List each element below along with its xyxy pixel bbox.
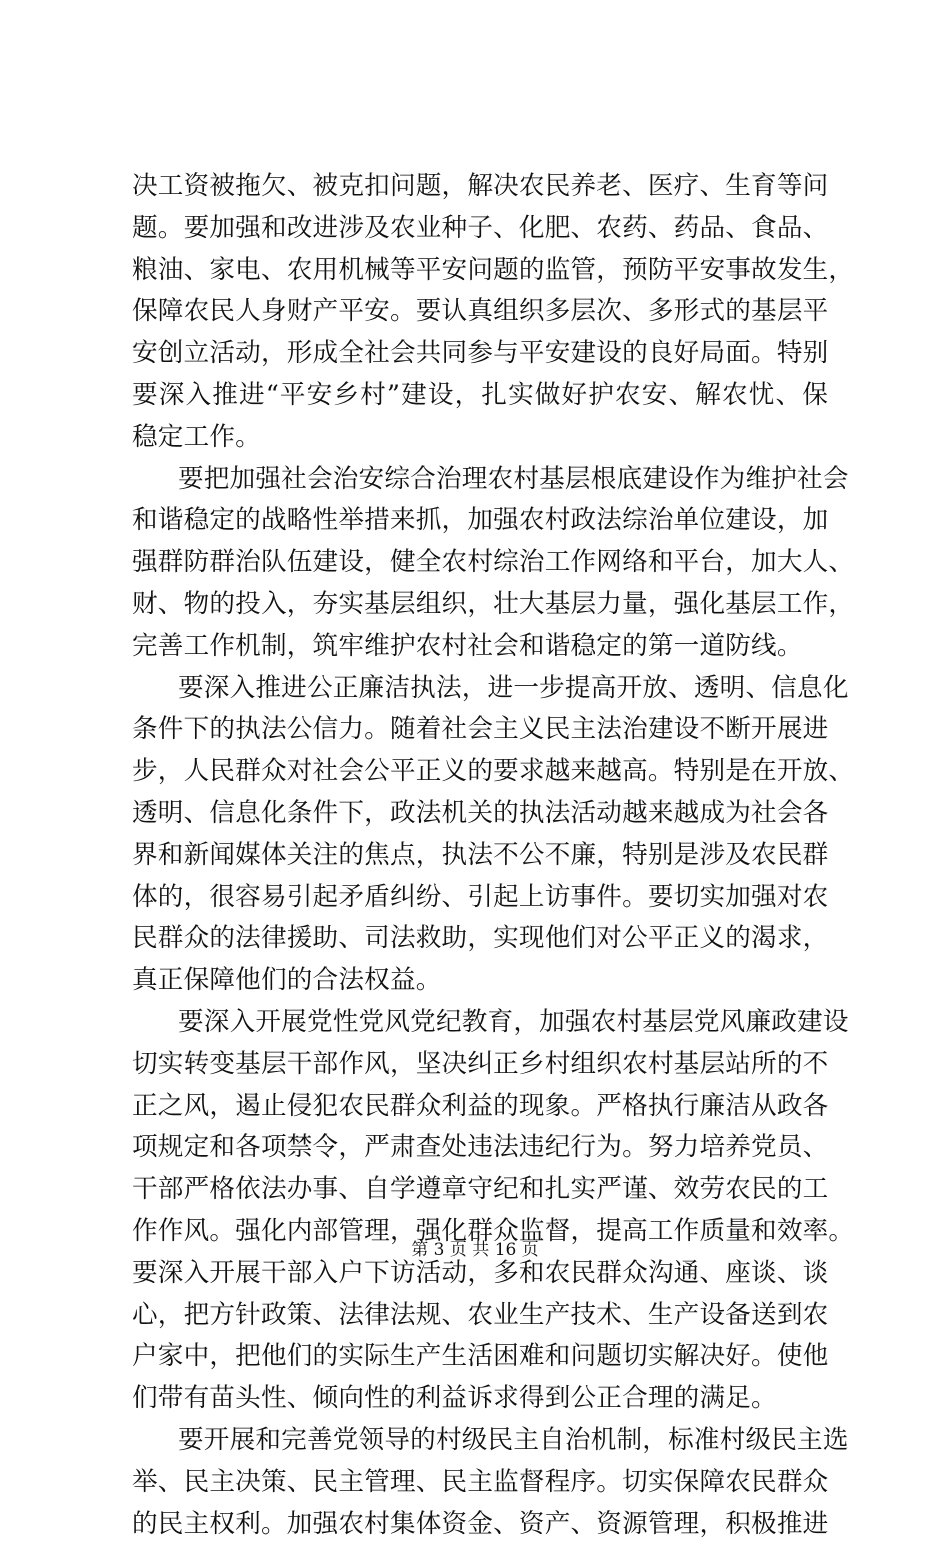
text-line: 体的，很容易引起矛盾纠纷、引起上访事件。要切实加强对农 <box>132 877 828 919</box>
page-footer: 第 3 页 共 16 页 <box>0 1240 950 1260</box>
text-line: 要深入推进公正廉洁执法，进一步提高开放、透明、信息化 <box>132 668 828 710</box>
text-line: 安创立活动，形成全社会共同参与平安建设的良好局面。特别 <box>132 333 828 375</box>
text-line: 粮油、家电、农用机械等平安问题的监管，预防平安事故发生， <box>132 250 828 292</box>
text-line: 切实转变基层干部作风，坚决纠正乡村组织农村基层站所的不 <box>132 1044 828 1086</box>
text-line: 条件下的执法公信力。随着社会主义民主法治建设不断开展进 <box>132 709 828 751</box>
body-text <box>132 166 828 1545</box>
text-line: 项规定和各项禁令，严肃查处违法违纪行为。努力培养党员、 <box>132 1127 828 1169</box>
text-line: 题。要加强和改进涉及农业种子、化肥、农药、药品、食品、 <box>132 208 828 250</box>
text-line: 要开展和完善党领导的村级民主自治机制，标准村级民主选 <box>132 1420 828 1462</box>
text-line: 心，把方针政策、法律法规、农业生产技术、生产设备送到农 <box>132 1295 828 1337</box>
text-line: 和谐稳定的战略性举措来抓，加强农村政法综治单位建设，加 <box>132 500 828 542</box>
text-line: 稳定工作。 <box>132 417 828 459</box>
text-line: 透明、信息化条件下，政法机关的执法活动越来越成为社会各 <box>132 793 828 835</box>
text-line: 步，人民群众对社会公平正义的要求越来越高。特别是在开放、 <box>132 751 828 793</box>
text-line: 们带有苗头性、倾向性的利益诉求得到公正合理的满足。 <box>132 1378 828 1420</box>
text-line: 强群防群治队伍建设，健全农村综治工作网络和平台，加大人、 <box>132 542 828 584</box>
text-line: 举、民主决策、民主管理、民主监督程序。切实保障农民群众 <box>132 1462 828 1504</box>
text-line: 干部严格依法办事、自学遵章守纪和扎实严谨、效劳农民的工 <box>132 1169 828 1211</box>
text-line: 作作风。强化内部管理，强化群众监督，提高工作质量和效率。 <box>132 1211 828 1253</box>
text-line: 要把加强社会治安综合治理农村基层根底建设作为维护社会 <box>132 459 828 501</box>
text-line: 决工资被拖欠、被克扣问题，解决农民养老、医疗、生育等问 <box>132 166 828 208</box>
text-line: 要深入开展干部入户下访活动，多和农民群众沟通、座谈、谈 <box>132 1253 828 1295</box>
text-line: 保障农民人身财产平安。要认真组织多层次、多形式的基层平 <box>132 291 828 333</box>
text-line: 的民主权利。加强农村集体资金、资产、资源管理，积极推进 <box>132 1504 828 1545</box>
text-line: 财、物的投入，夯实基层组织，壮大基层力量，强化基层工作， <box>132 584 828 626</box>
text-line: 正之风，遏止侵犯农民群众利益的现象。严格执行廉洁从政各 <box>132 1086 828 1128</box>
text-line: 完善工作机制，筑牢维护农村社会和谐稳定的第一道防线。 <box>132 626 828 668</box>
text-line: 要深入开展党性党风党纪教育，加强农村基层党风廉政建设 <box>132 1002 828 1044</box>
text-line: 户家中，把他们的实际生产生活困难和问题切实解决好。使他 <box>132 1336 828 1378</box>
text-line: 民群众的法律援助、司法救助，实现他们对公平正义的渴求， <box>132 918 828 960</box>
text-line: 界和新闻媒体关注的焦点，执法不公不廉，特别是涉及农民群 <box>132 835 828 877</box>
text-line: 真正保障他们的合法权益。 <box>132 960 828 1002</box>
text-line: 要深入推进“平安乡村”建设，扎实做好护农安、解农忧、保 <box>132 375 828 417</box>
